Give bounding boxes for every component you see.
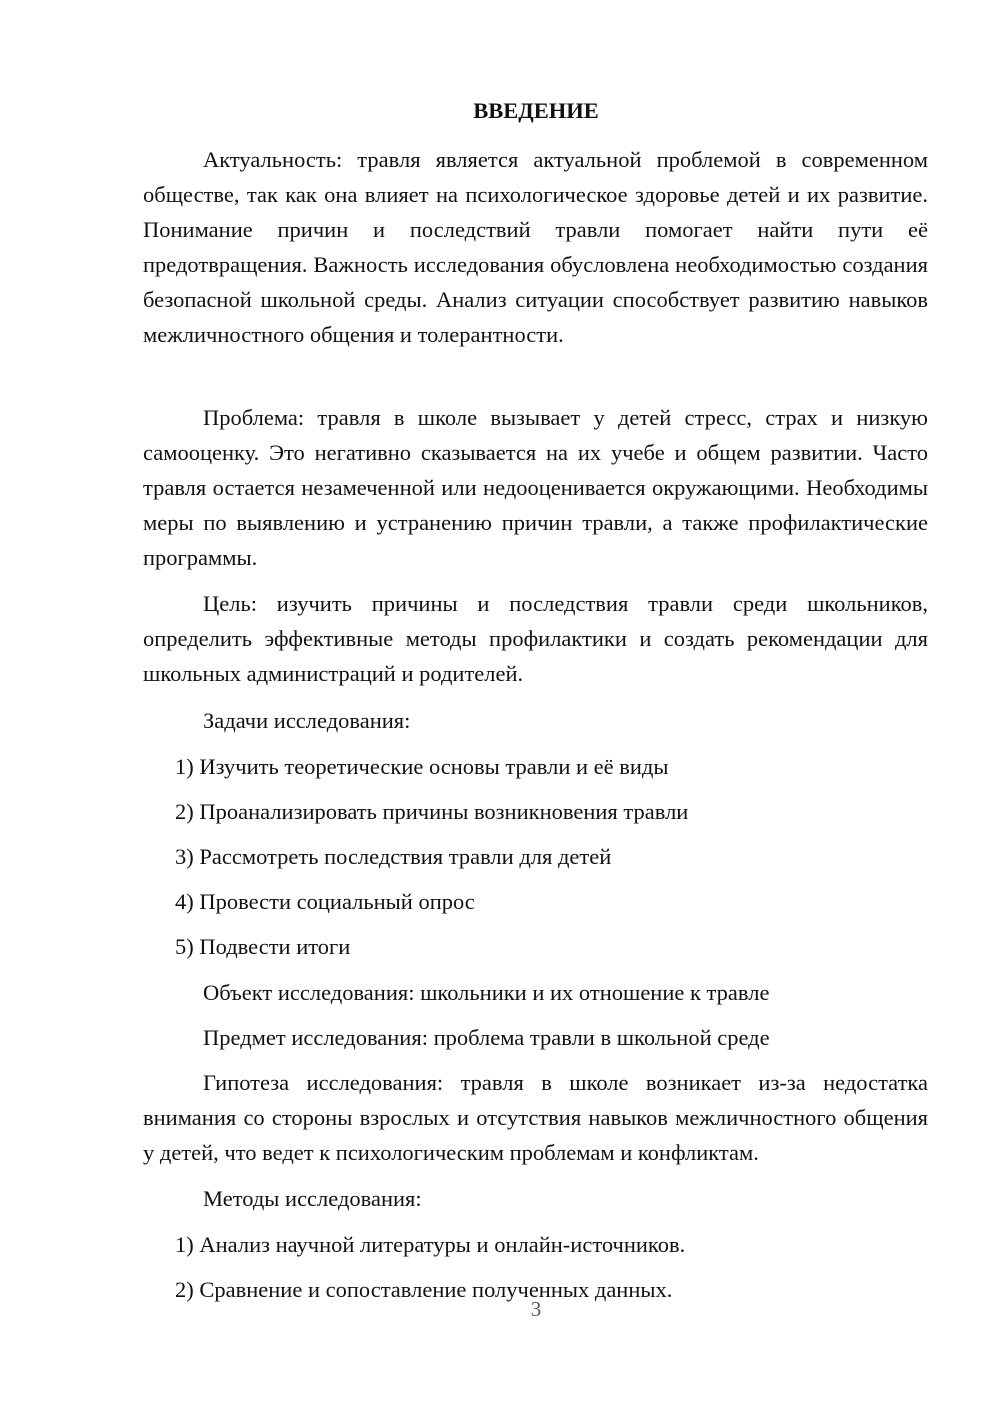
paragraph-goal — [143, 586, 928, 691]
task-item: 5) Подвести итоги — [175, 934, 351, 959]
tasks-heading: Задачи исследования: — [203, 708, 411, 733]
paragraph-relevance-text: Актуальность: травля является актуальной проблемой в современном обществе, так как она влияет на психологическое здоровье детей и их развитие. Понимание причин и последствий травли помогает найти пути её предотвращения. Важность исследования обусловлена необходимостью создания безопасной школьной среды. Анализ ситуации способствует развитию навыков межличностного общения и толерантности. — [143, 147, 928, 347]
paragraph-hypothesis — [143, 1065, 928, 1170]
paragraph-hypothesis-text: Гипотеза исследования: травля в школе возникает из-за недостатка внимания со стороны взрослых и отсутствия навыков межличностного общения у детей, что ведет к психологическим проблемам и конфликтам. — [143, 1070, 928, 1165]
task-item: 3) Рассмотреть последствия травли для детей — [175, 844, 612, 869]
page-number: 3 — [530, 1297, 542, 1321]
methods-heading: Методы исследования: — [203, 1186, 422, 1211]
task-item: 4) Провести социальный опрос — [175, 889, 475, 914]
paragraph-problem-text: Проблема: травля в школе вызывает у детей стресс, страх и низкую самооценку. Это негативно сказывается на их учебе и общем развитии. Часто травля остается незамеченной или недооценивается окружающими. Необходимы меры по выявлению и устранению причин травли, а также профилактические программы. — [143, 405, 928, 570]
research-object: Объект исследования: школьники и их отношение к травле — [203, 980, 770, 1005]
method-item: 1) Анализ научной литературы и онлайн-источников. — [175, 1232, 686, 1257]
task-item: 2) Проанализировать причины возникновения травли — [175, 799, 689, 824]
paragraph-goal-text: Цель: изучить причины и последствия травли среди школьников, определить эффективные методы профилактики и создать рекомендации для школьных администраций и родителей. — [143, 591, 928, 686]
paragraph-relevance — [143, 142, 928, 352]
task-item: 1) Изучить теоретические основы травли и её виды — [175, 754, 669, 779]
research-subject: Предмет исследования: проблема травли в школьной среде — [203, 1025, 770, 1050]
paragraph-problem — [143, 400, 928, 575]
method-item: 2) Сравнение и сопоставление полученных данных. — [175, 1277, 673, 1302]
section-title: ВВЕДЕНИЕ — [473, 98, 599, 123]
